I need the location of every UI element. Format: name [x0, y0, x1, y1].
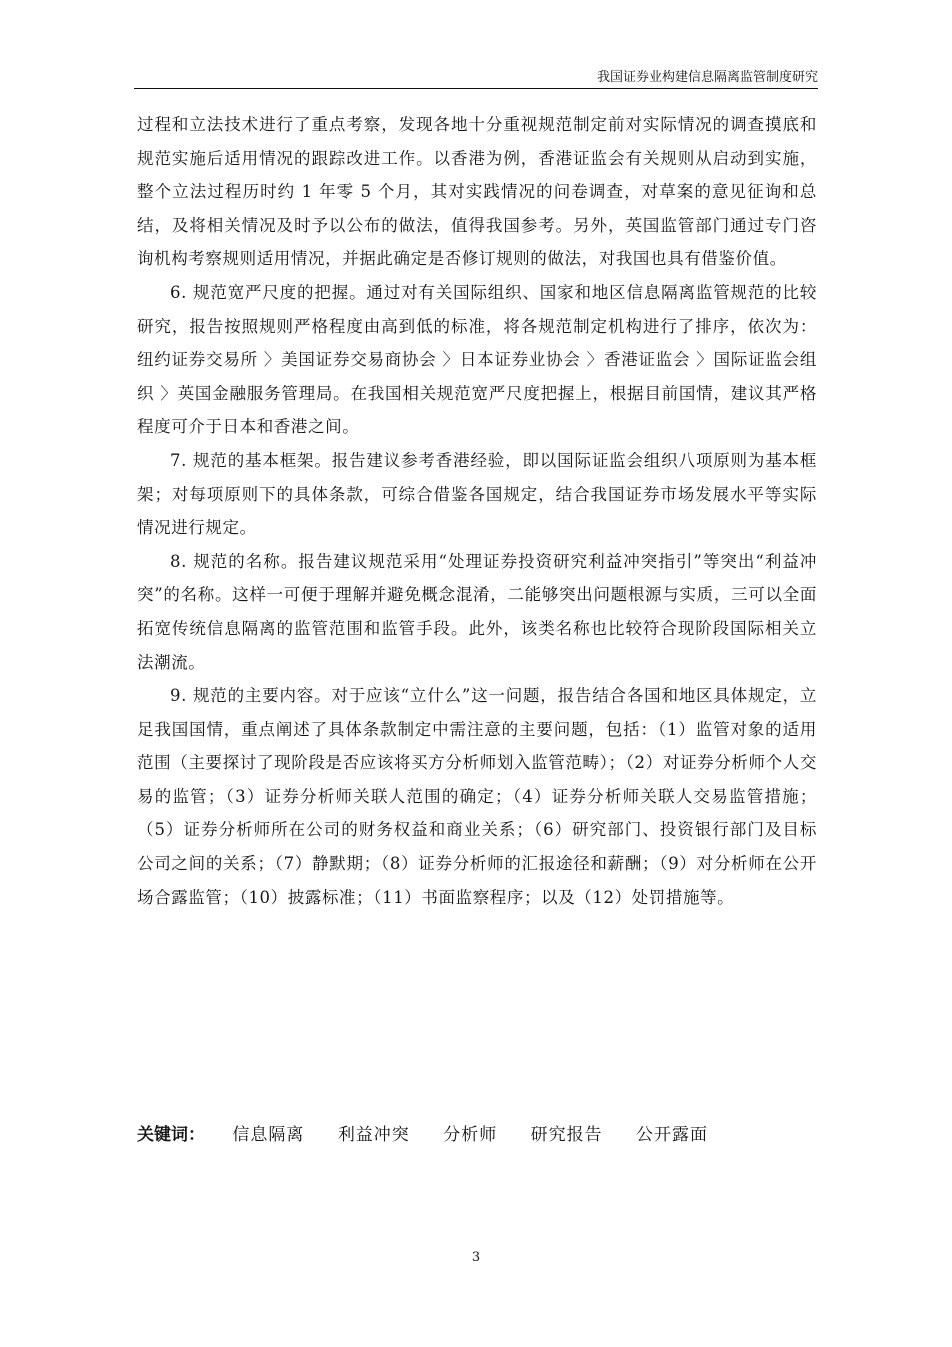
- header-rule: [134, 88, 818, 89]
- body-text: [137, 108, 817, 914]
- keyword-item: 公开露面: [636, 1125, 709, 1145]
- paragraph-7: 7. 规范的基本框架。报告建议参考香港经验，即以国际证监会组织八项原则为基本框架；对每项原则下的具体条款，可综合借鉴各国规定，结合我国证券市场发展水平等实际情况进行规定。: [137, 450, 817, 538]
- paragraph-6: 6. 规范宽严尺度的把握。通过对有关国际组织、国家和地区信息隔离监管规范的比较研究，报告按照规则严格程度由高到低的标准，将各规范制定机构进行了排序，依次为：纽约证券交易所 〉美国证券交易商协会 〉日本证券业协会 〉香港证监会 〉国际证监会组织 〉英国金融服务管理局。在我国相关规范宽严尺度把握上，根据目前国情，建议其严格程度可介于日本和香港之间。: [137, 282, 817, 437]
- keyword-item: 研究报告: [530, 1125, 603, 1145]
- keywords-line: [137, 1118, 817, 1152]
- paragraph-continuation: 过程和立法技术进行了重点考察，发现各地十分重视规范制定前对实际情况的调查摸底和规范实施后适用情况的跟踪改进工作。以香港为例，香港证监会有关规则从启动到实施，整个立法过程历时约 1 年零 5 个月，其对实践情况的问卷调查，对草案的意见征询和总结，及将相关情况及时予以公布的做法，值得我国参考。另外，英国监管部门通过专门咨询机构考察规则适用情况，并据此确定是否修订规则的做法，对我国也具有借鉴价值。: [137, 115, 817, 269]
- keywords-label: 关键词：: [137, 1125, 205, 1145]
- keyword-item: 分析师: [443, 1125, 498, 1145]
- paragraph-9: 9. 规范的主要内容。对于应该“立什么”这一问题，报告结合各国和地区具体规定，立足我国国情，重点阐述了具体条款制定中需注意的主要问题，包括：（1）监管对象的适用范围（主要探讨了现阶段是否应该将买方分析师划入监管范畴）；（2）对证券分析师个人交易的监管；（3）证券分析师关联人范围的确定；（4）证券分析师关联人交易监管措施；（5）证券分析师所在公司的财务权益和商业关系；（6）研究部门、投资银行部门及目标公司之间的关系；（7）静默期；（8）证券分析师的汇报途径和薪酬；（9）对分析师在公开场合露监管；（10）披露标准；（11）书面监察程序；以及（12）处罚措施等。: [137, 686, 817, 907]
- page-number: 3: [471, 1250, 481, 1265]
- keyword-item: 信息隔离: [232, 1125, 305, 1145]
- keyword-item: 利益冲突: [337, 1125, 410, 1145]
- running-header: 我国证券业构建信息隔离监管制度研究: [596, 70, 818, 85]
- paragraph-8: 8. 规范的名称。报告建议规范采用“处理证券投资研究利益冲突指引”等突出“利益冲突”的名称。这样一可便于理解并避免概念混淆，二能够突出问题根源与实质，三可以全面拓宽传统信息隔离的监管范围和监管手段。此外，该类名称也比较符合现阶段国际相关立法潮流。: [137, 551, 817, 672]
